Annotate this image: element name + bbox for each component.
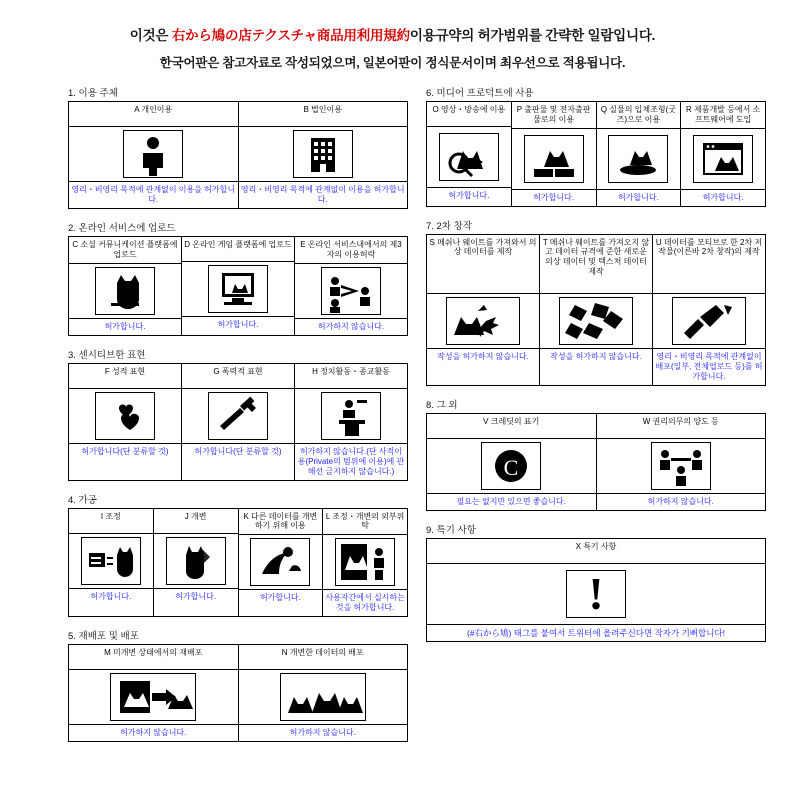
cell-V-head: V 크레딧의 표기: [483, 416, 540, 426]
cell-D-head: D 온라인 게임 플랫폼에 업로드: [184, 240, 292, 249]
cell-M-head: M 미개변 상태에서의 재배포: [104, 648, 203, 657]
table-row: [69, 102, 408, 209]
cell-I-art: [69, 533, 153, 589]
cell-T-head: T 메쉬나 웨이트를 가져오지 않고 데이터 규격에 준한 새로운 의상 데이터 및 텍스처 데이터 제작: [542, 237, 650, 276]
cell-P-art: [512, 128, 596, 190]
cell-U-art: [653, 293, 765, 349]
table-row: [69, 363, 408, 480]
cloth-pattern-icon: [559, 297, 633, 345]
cell-D-note: 허가합니다.: [217, 320, 259, 329]
section-2-table: [68, 236, 408, 336]
cats-distribute-icon: [280, 673, 366, 721]
cell-O: [427, 102, 512, 207]
cell-E-note: 허가하지 않습니다.: [317, 321, 385, 331]
cell-W: [596, 413, 766, 510]
cell-E: [295, 237, 408, 336]
cell-A: [69, 102, 239, 209]
cell-L: [323, 508, 408, 617]
section-1: [68, 85, 408, 209]
svg-text:C: C: [503, 454, 519, 480]
cell-T-note: 작성을 허가하지 않습니다.: [550, 351, 642, 361]
cell-S: [427, 234, 540, 385]
section-2-title: 2. 온라인 서비스에 업로드: [68, 223, 176, 234]
paintbrush-icon: [672, 297, 746, 345]
cell-O-art: [427, 126, 511, 188]
cell-H-head: H 정치활동・종교활동: [312, 366, 390, 376]
transfer-people-icon: [651, 442, 711, 490]
table-row: [427, 413, 766, 510]
table-row: [427, 234, 766, 385]
cell-C-note: 허가합니다.: [104, 321, 146, 331]
table-row: [69, 508, 408, 617]
cat-upload-icon: [95, 267, 155, 315]
cell-J: [153, 508, 238, 617]
cell-X: [427, 538, 766, 642]
cell-A-art: [69, 126, 238, 182]
cell-F-note: 허가합니다(단 분류할 것): [81, 446, 169, 456]
hearts-icon: [95, 392, 155, 440]
cell-O-note: 허가합니다.: [448, 191, 490, 200]
cell-P: [511, 102, 596, 207]
cell-L-head: L 조정・개변의 외부위탁: [325, 511, 405, 531]
cell-B-art: [239, 126, 408, 182]
section-2: [68, 220, 408, 336]
section-4: [68, 492, 408, 618]
cat-mesh-icon: [446, 297, 520, 345]
cell-N-head: N 개변한 데이터의 배포: [281, 648, 364, 657]
header-line-1-suffix: 이용규약의 허가범위를 간략한 일람입니다.: [409, 28, 656, 43]
table-row: [427, 538, 766, 642]
section-9-title: 9. 특기 사항: [426, 524, 476, 536]
cell-F-head: F 성적 표현: [104, 366, 146, 376]
cell-S-head: S 메쉬나 웨이트를 가져와서 의상 데이터를 제작: [429, 237, 537, 257]
people-share-icon: [321, 267, 381, 315]
cell-C: [69, 237, 182, 336]
section-8-title: 8. 그 외: [426, 399, 458, 411]
cell-K: [238, 508, 323, 617]
cell-H: [295, 363, 408, 480]
cell-N-art: [239, 669, 408, 725]
cell-Q-note: 허가합니다.: [617, 192, 659, 202]
cat-figurine-icon: [608, 135, 668, 183]
copyright-icon: [481, 442, 541, 490]
cell-V-note: 필요는 없지만 있으면 좋습니다.: [456, 496, 566, 506]
right-column: [426, 85, 766, 753]
cell-B: [238, 102, 408, 209]
exclamation-icon: [566, 570, 626, 618]
cell-E-art: [295, 263, 407, 319]
section-4-table: [68, 508, 408, 618]
cell-F: [69, 363, 182, 480]
cell-S-note: 작성을 허가하지 않습니다.: [437, 351, 529, 361]
cell-O-head: O 영상・방송에 이용: [432, 105, 506, 114]
cell-E-head: E 온라인 서비스내에서의 제3자의 이용허락: [300, 240, 402, 259]
cell-C-head: C 소셜 커뮤니케이션 플랫폼에 업로드: [72, 240, 178, 259]
cell-Q-head: Q 실물의 입체조형(굿즈)으로 이용: [600, 105, 676, 124]
cat-monitor-icon: [208, 265, 268, 313]
cell-W-art: [597, 438, 766, 494]
table-row: [69, 237, 408, 336]
cell-I-head: I 조정: [100, 511, 121, 521]
section-8: [426, 397, 766, 511]
cat-morph-icon: [250, 538, 310, 586]
cell-R-art: [681, 128, 765, 190]
cat-edit-icon: [166, 537, 226, 585]
cat-window-icon: [693, 135, 753, 183]
cat-play-icon: [439, 133, 499, 181]
cell-X-note: (#右から鳩) 태그를 붙여서 트위터에 올려주신다면 작자가 기뻐합니다!: [467, 627, 725, 638]
cell-G-art: [182, 388, 294, 444]
cell-H-note: 허가하지 않습니다.(단 사적이용(Private의 범위에 이용)에 관해선 금지하지 않습니다.): [297, 446, 405, 476]
cell-M-note: 허가하지 않습니다.: [120, 728, 187, 737]
section-3: [68, 347, 408, 481]
left-column: [68, 85, 408, 753]
cell-W-note: 허가하지 않습니다.: [647, 496, 714, 506]
cell-Q-art: [597, 128, 681, 190]
cell-Q: [596, 102, 681, 207]
exclamation-glyph: !: [588, 569, 604, 618]
cell-U: [653, 234, 766, 385]
cell-R-head: R 제품개발 등에서 소프트웨어에 도입: [685, 105, 761, 124]
section-5: [68, 628, 408, 742]
knife-icon: [208, 392, 268, 440]
cell-F-art: [69, 388, 181, 444]
section-6-title: 6. 미디어 프로덕트에 사용: [426, 88, 534, 99]
table-row: [427, 102, 766, 207]
cell-G-note: 허가합니다(단 분류할 것): [194, 446, 282, 456]
cell-K-art: [239, 534, 323, 590]
cell-K-note: 허가합니다.: [259, 593, 301, 602]
section-7-title: 7. 2차 창작: [426, 220, 473, 232]
cell-G: [182, 363, 295, 480]
cell-N: [238, 645, 408, 742]
cell-A-note: 영리・비영리 목적에 관계없이 이용을 허가합니다.: [71, 185, 236, 204]
cell-D-art: [182, 261, 294, 317]
section-1-title: 1. 이용 주체: [68, 88, 118, 99]
cell-V: [427, 413, 597, 510]
cell-P-note: 허가합니다.: [533, 192, 575, 202]
cell-I: [69, 508, 154, 617]
cell-W-head: W 권리의무의 양도 등: [642, 416, 719, 426]
cell-P-head: P 출판물 및 전자출판물로의 이용: [516, 105, 591, 124]
cell-X-art: [427, 563, 765, 625]
section-8-table: [426, 413, 766, 511]
section-7-table: [426, 234, 766, 386]
cat-book-icon: [524, 135, 584, 183]
cell-G-head: G 폭력적 표현: [213, 366, 263, 376]
building-icon: [293, 130, 353, 178]
section-5-title: 5. 재배포 및 배포: [68, 631, 139, 642]
section-3-table: [68, 363, 408, 481]
cell-B-head: B 법인이용: [303, 105, 342, 114]
cell-X-head: X 특기 사항: [575, 541, 617, 551]
cell-T-art: [540, 293, 652, 349]
person-icon: [123, 130, 183, 178]
section-9: [426, 522, 766, 643]
header-line-2: 한국어판은 참고자료로 작성되었으며, 일본어판이 정식문서이며 최우선으로 적용됩니다.: [159, 56, 626, 70]
header-line-1: [0, 24, 785, 44]
section-6: [426, 85, 766, 207]
cell-S-art: [427, 293, 539, 349]
cell-L-note: 사용자간에서 실시하는 것을 허가합니다.: [325, 593, 405, 612]
section-1-table: [68, 101, 408, 209]
cell-U-head: U 데이터를 모티브로 한 2차 저작물(이른바 2차 창작)의 제작: [655, 237, 763, 257]
section-6-table: [426, 101, 766, 207]
cell-A-head: A 개인이용: [134, 105, 173, 114]
podium-speaker-icon: [321, 392, 381, 440]
section-9-table: [426, 538, 766, 643]
cell-R-note: 허가합니다.: [702, 192, 744, 202]
section-4-title: 4. 가공: [68, 494, 97, 506]
cell-U-note: 영리・비영리 목적에 관계없이 배포(일부, 전체업로드 등)를 허가합니다.: [655, 351, 763, 381]
cell-M-art: [69, 669, 238, 725]
cell-K-head: K 다른 데이터를 개변하기 위해 이용: [243, 511, 318, 531]
header-line-1-highlight: 右から鳩の店テクスチャ商品用利用規約: [171, 28, 410, 43]
cell-M: [69, 645, 239, 742]
cell-R: [681, 102, 766, 207]
section-7: [426, 218, 766, 386]
cell-I-note: 허가합니다.: [90, 591, 132, 601]
cell-J-note: 허가합니다.: [175, 591, 217, 601]
cat-redistribute-icon: [110, 673, 196, 721]
cat-adjust-icon: [81, 537, 141, 585]
section-3-title: 3. 센시티브한 표현: [68, 349, 146, 361]
cell-N-note: 허가하지 않습니다.: [289, 728, 356, 737]
sections-container: [0, 85, 785, 753]
cell-B-note: 영리・비영리 목적에 관계없이 이용을 허가합니다.: [240, 185, 405, 204]
cell-D: [182, 237, 295, 336]
header-line-1-prefix: 이것은: [129, 28, 172, 43]
cell-H-art: [295, 388, 407, 444]
cell-T: [540, 234, 653, 385]
table-row: [69, 645, 408, 742]
section-5-table: [68, 644, 408, 742]
cell-L-art: [323, 534, 407, 590]
cell-V-art: [427, 438, 596, 494]
page-title: [0, 0, 785, 71]
cell-C-art: [69, 263, 181, 319]
cell-J-art: [154, 533, 238, 589]
cat-outsource-icon: [335, 538, 395, 586]
cell-J-head: J 개변: [184, 511, 207, 521]
